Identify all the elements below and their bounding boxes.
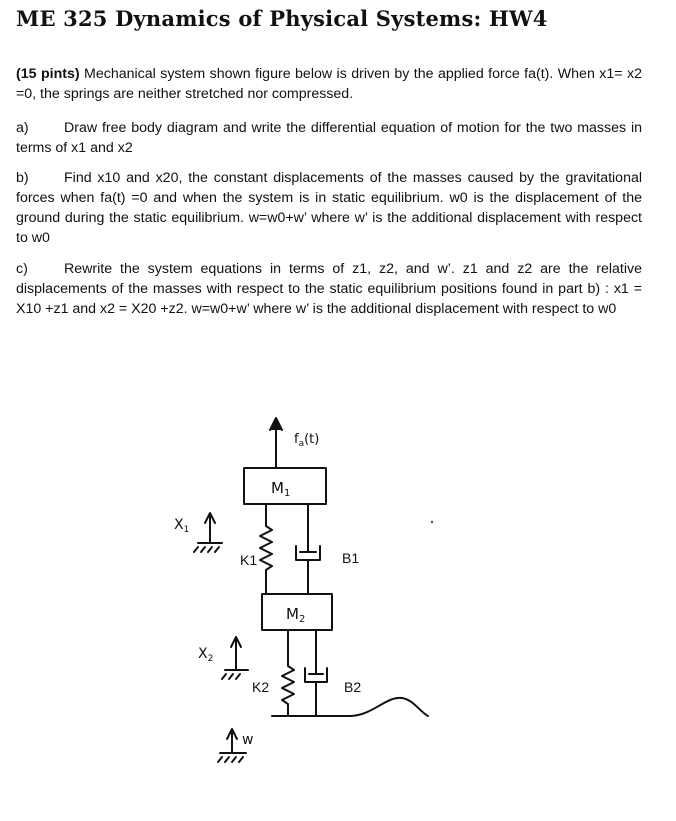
part-c-label: c) [16, 261, 28, 277]
damper-b1-label: B1 [342, 550, 360, 566]
x2-displacement-arrow [222, 637, 248, 679]
page-title: ME 325 Dynamics of Physical Systems: HW4 [16, 6, 548, 31]
x1-label: $X_1$ [174, 517, 190, 535]
force-label: $f_a(t)$ [294, 432, 320, 449]
w-label: w [242, 732, 254, 748]
damper-b1 [296, 504, 320, 594]
damper-b2 [305, 630, 327, 716]
spring-k1 [260, 504, 272, 594]
damper-b2-label: B2 [344, 679, 362, 695]
spring-k2-label: K2 [252, 679, 270, 695]
stray-dot [431, 521, 433, 523]
part-c [16, 259, 642, 319]
part-b-text: Find x10 and x20, the constant displacements of the masses caused by the gravitational forces when fa(t) =0 and when the system is in static equilibrium. w0 is the displacement of the ground during the static equilibrium. w=w0+w’ where w’ is the additional displacement with respect to w0 [16, 170, 642, 246]
part-c-text: Rewrite the system equations in terms of z1, z2, and w’. z1 and z2 are the relative displacements of the masses with respect to the static equilibrium positions found in part b) : x1 = X10 +z1 and x2 = X20 +z2. w=w0+w’ where w’ is the additional displacement with respect to w0 [16, 261, 642, 317]
mechanical-system-figure [0, 380, 676, 800]
part-a [16, 118, 642, 158]
mass-2-label: $M_2$ [286, 605, 306, 625]
intro-paragraph [16, 64, 642, 104]
intro-text: Mechanical system shown figure below is driven by the applied force fa(t). When x1= x2 =0, the springs are neither stretched nor compressed. [16, 66, 642, 102]
ground-surface [272, 698, 428, 716]
spring-k2 [282, 630, 294, 716]
part-b [16, 168, 642, 248]
mass-1-label: $M_1$ [271, 479, 291, 499]
applied-force-arrow [270, 418, 282, 468]
x2-label: $X_2$ [198, 646, 214, 664]
x1-displacement-arrow [194, 513, 222, 552]
points-label: (15 pints) [16, 66, 80, 82]
part-a-text: Draw free body diagram and write the differential equation of motion for the two masses in terms of x1 and x2 [16, 120, 642, 156]
part-a-label: a) [16, 120, 29, 136]
part-b-label: b) [16, 170, 29, 186]
spring-k1-label: K1 [240, 552, 258, 568]
